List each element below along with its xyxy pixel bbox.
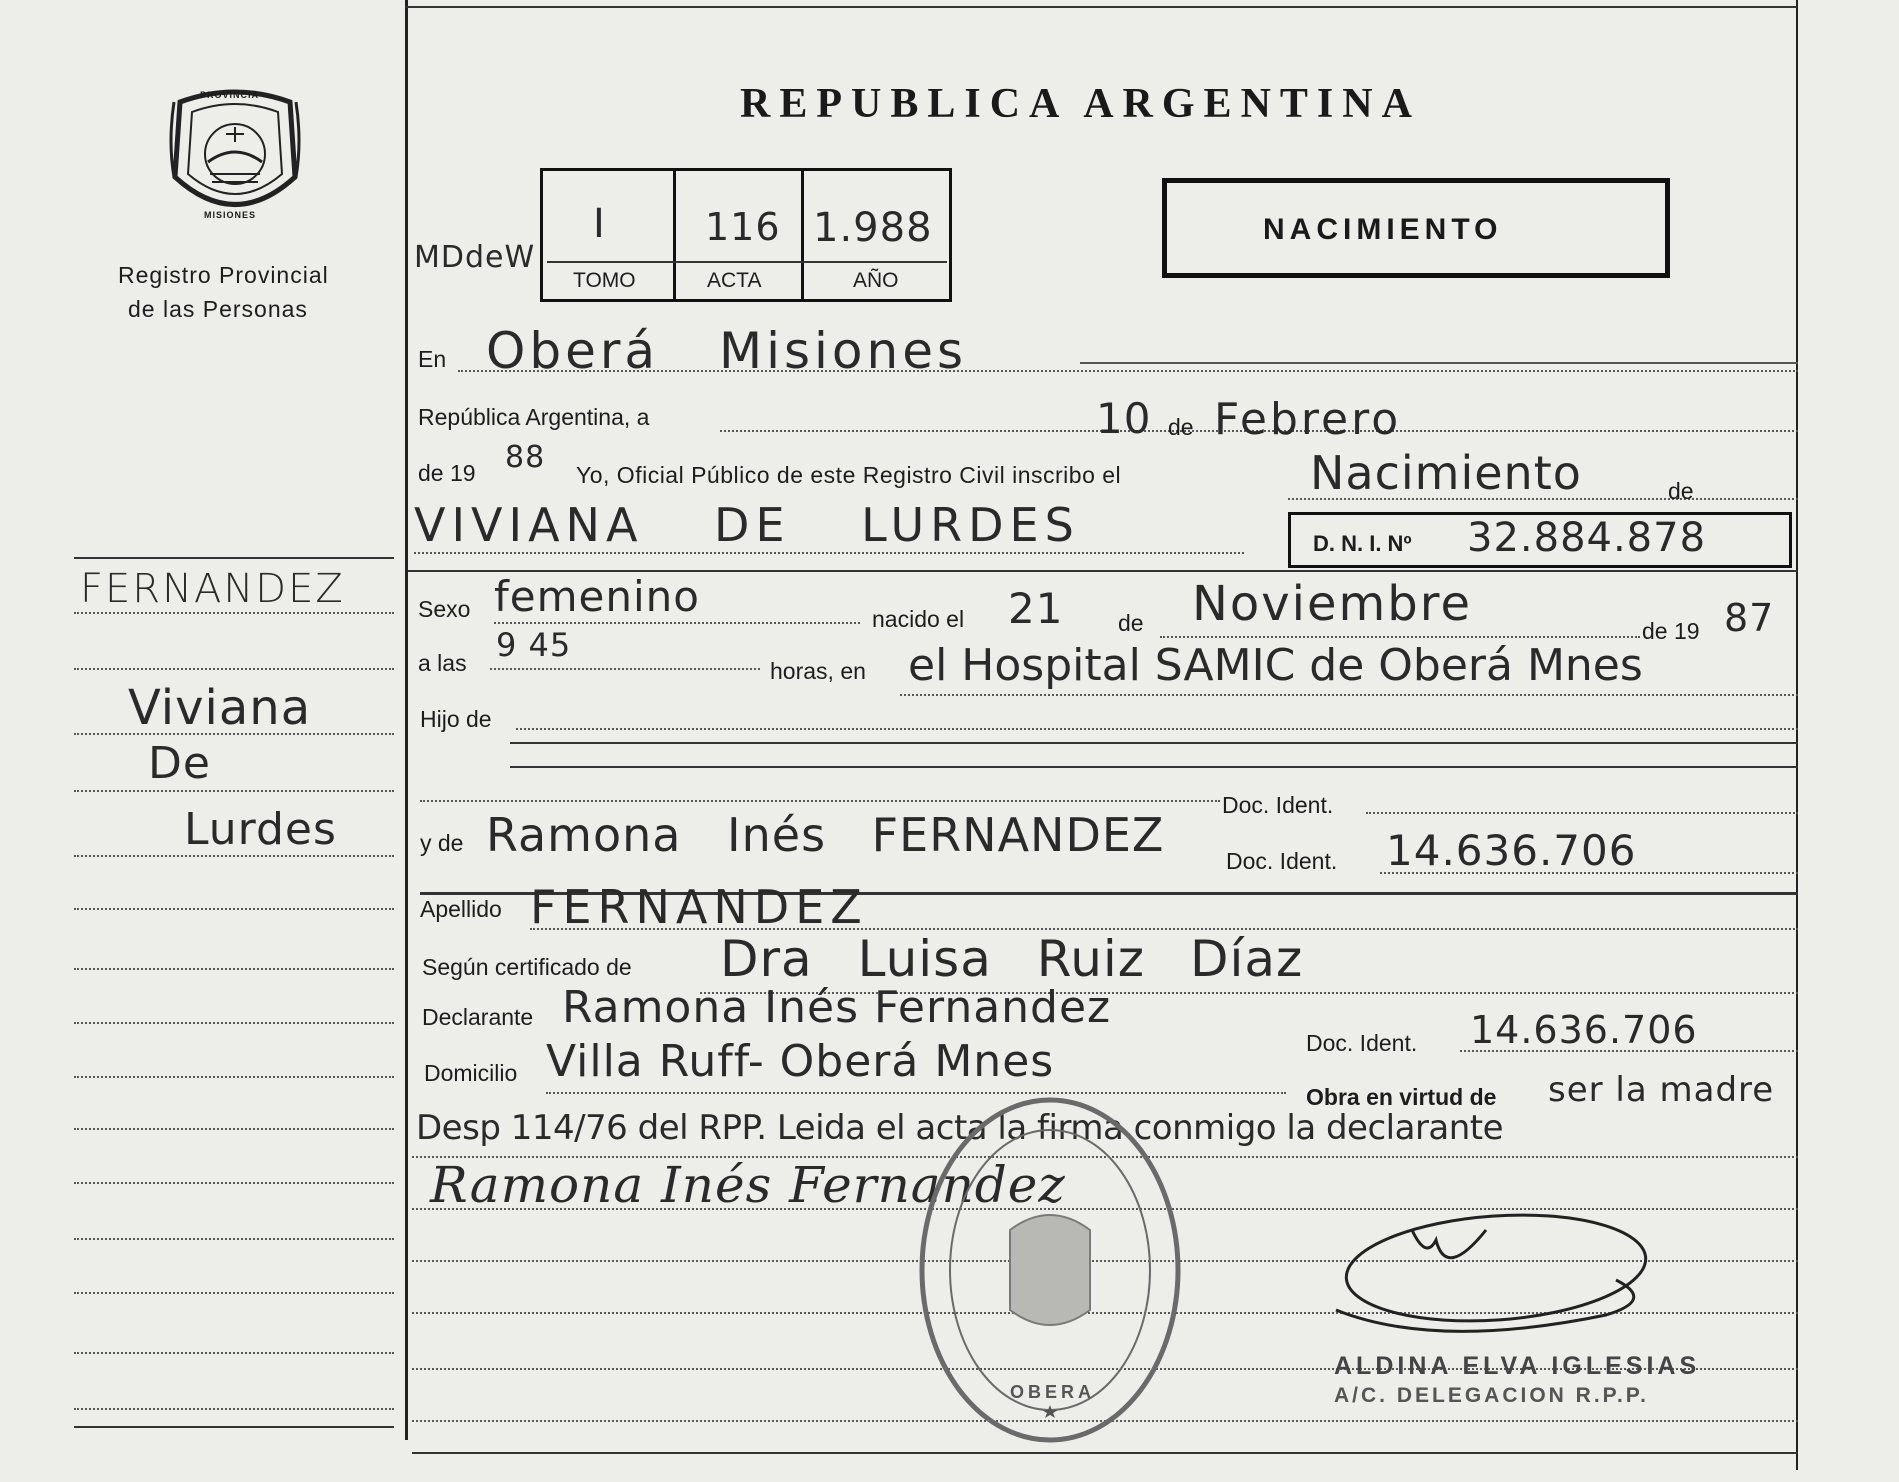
margin-line — [74, 1076, 394, 1078]
hijo-line — [516, 728, 1798, 730]
margin-line — [74, 668, 394, 670]
tomo-label: TOMO — [573, 269, 636, 292]
birth-year-suffix: 87 — [1724, 596, 1775, 640]
margin-line — [74, 612, 394, 614]
margin-line — [74, 1238, 394, 1240]
birth-line — [1160, 636, 1640, 638]
signature-name: Ramona Inés Fernandez — [430, 1156, 1066, 1214]
year-suffix: 88 — [505, 440, 546, 475]
apellido-value: FERNANDEZ — [530, 880, 868, 934]
margin-line — [74, 908, 394, 910]
panel-divider — [405, 0, 408, 1440]
mother-doc-label: Doc. Ident. — [1226, 848, 1338, 874]
signature-icon — [1316, 1200, 1656, 1370]
seal-top-text: PROVINCIA — [200, 90, 260, 100]
registry-line-1: Registro Provincial — [118, 262, 329, 288]
margin-name-2: De — [148, 738, 211, 789]
sexo-line — [494, 622, 860, 624]
doc-type-label: NACIMIENTO — [1263, 213, 1503, 246]
father-line — [420, 800, 1220, 802]
official-stamp — [910, 1090, 1190, 1450]
margin-line — [74, 790, 394, 792]
obra-value: ser la madre — [1548, 1070, 1775, 1110]
father-doc-label: Doc. Ident. — [1222, 792, 1334, 818]
acta-label: ACTA — [707, 269, 762, 292]
horas-label: horas, en — [770, 658, 866, 684]
tomo-value: I — [593, 201, 606, 247]
declarante-value: Ramona Inés Fernandez — [562, 982, 1112, 1033]
provincial-seal — [160, 82, 310, 232]
margin-line-bottom — [74, 1426, 394, 1428]
sexo-value: femenino — [494, 572, 700, 621]
sexo-label: Sexo — [418, 596, 471, 622]
note-line-1: Desp 114/76 del RPP. Leida el acta la firma conmigo la declarante — [416, 1108, 1504, 1148]
mother-doc-value: 14.636.706 — [1386, 826, 1637, 875]
margin-line — [74, 1182, 394, 1184]
en-underline — [1080, 362, 1798, 364]
registry-line-2: de las Personas — [128, 296, 308, 322]
place-line — [900, 694, 1798, 696]
dni-box — [1288, 512, 1792, 568]
margin-name-1: Viviana — [128, 680, 312, 736]
margin-line — [74, 1292, 394, 1294]
obra-label: Obra en virtud de — [1306, 1084, 1497, 1110]
seal-bottom-text: MISIONES — [204, 210, 257, 220]
birth-day: 21 — [1008, 584, 1064, 633]
declarante-line — [1460, 1050, 1798, 1052]
margin-line — [74, 968, 394, 970]
margin-surname: FERNANDEZ — [80, 566, 345, 612]
domicilio-value: Villa Ruff- Oberá Mnes — [546, 1036, 1055, 1087]
hour-line — [490, 668, 760, 670]
handwritten-prefix: MDdeW — [414, 240, 536, 275]
republica-label: República Argentina, a — [418, 404, 650, 430]
country-title: REPUBLICA ARGENTINA — [740, 81, 1421, 127]
yde-label: y de — [420, 830, 464, 856]
apellido-label: Apellido — [420, 896, 502, 922]
dni-value: 32.884.878 — [1467, 515, 1707, 561]
declarante-doc-label: Doc. Ident. — [1306, 1030, 1418, 1056]
birth-de-label: de — [1118, 610, 1144, 636]
official-text: Yo, Oficial Público de este Registro Civil inscribo el — [576, 462, 1122, 488]
day-de-label: de — [1168, 414, 1194, 440]
domicilio-label: Domicilio — [424, 1060, 518, 1086]
day-value: 10 — [1096, 394, 1152, 443]
hour-value: 9 45 — [496, 626, 572, 664]
declarante-label: Declarante — [422, 1004, 534, 1030]
nacido-label: nacido el — [872, 606, 965, 632]
anio-value: 1.988 — [813, 205, 933, 251]
en-value: Oberá Misiones — [486, 322, 968, 380]
father-doc-line — [1366, 812, 1798, 814]
anio-label: AÑO — [853, 269, 899, 292]
official-title: A/C. DELEGACION R.P.P. — [1334, 1384, 1649, 1407]
record-box — [540, 168, 952, 302]
name-line — [414, 552, 1244, 554]
place-value: el Hospital SAMIC de Oberá Mnes — [908, 640, 1643, 691]
acta-value: 116 — [705, 205, 781, 249]
alas-label: a las — [418, 650, 467, 676]
year-prefix: de 19 — [418, 460, 476, 486]
margin-line — [74, 1022, 394, 1024]
segun-label: Según certificado de — [422, 954, 632, 980]
margin-line-top — [74, 557, 394, 559]
official-signature — [1316, 1200, 1656, 1370]
hijo-rule — [510, 742, 1798, 744]
mother-value: Ramona Inés FERNANDEZ — [486, 808, 1165, 862]
name-value: VIVIANA DE LURDES — [414, 498, 1080, 552]
margin-line — [74, 1408, 394, 1410]
birth-year-prefix: de 19 — [1642, 618, 1700, 644]
margin-line — [74, 1128, 394, 1130]
mother-line — [1380, 872, 1798, 874]
margin-line — [74, 855, 394, 857]
doc-type-box — [1162, 178, 1670, 278]
stamp-city: OBERA — [1010, 1382, 1096, 1402]
segun-value: Dra Luisa Ruiz Díaz — [720, 930, 1304, 988]
bottom-rule — [412, 1452, 1798, 1454]
declarante-doc-value: 14.636.706 — [1470, 1008, 1698, 1052]
hijo-rule-2 — [510, 766, 1798, 768]
dni-label: D. N. I. Nº — [1313, 531, 1412, 556]
en-label: En — [418, 346, 447, 372]
right-border — [1796, 0, 1798, 1470]
event-value: Nacimiento — [1310, 446, 1582, 500]
margin-line — [74, 1352, 394, 1354]
official-name: ALDINA ELVA IGLESIAS — [1334, 1352, 1701, 1380]
event-de-label: de — [1668, 478, 1694, 504]
hijo-label: Hijo de — [420, 706, 492, 732]
top-border — [405, 6, 1797, 8]
margin-name-3: Lurdes — [184, 804, 337, 855]
month-value: Febrero — [1214, 394, 1402, 445]
birth-month: Noviembre — [1192, 576, 1472, 632]
